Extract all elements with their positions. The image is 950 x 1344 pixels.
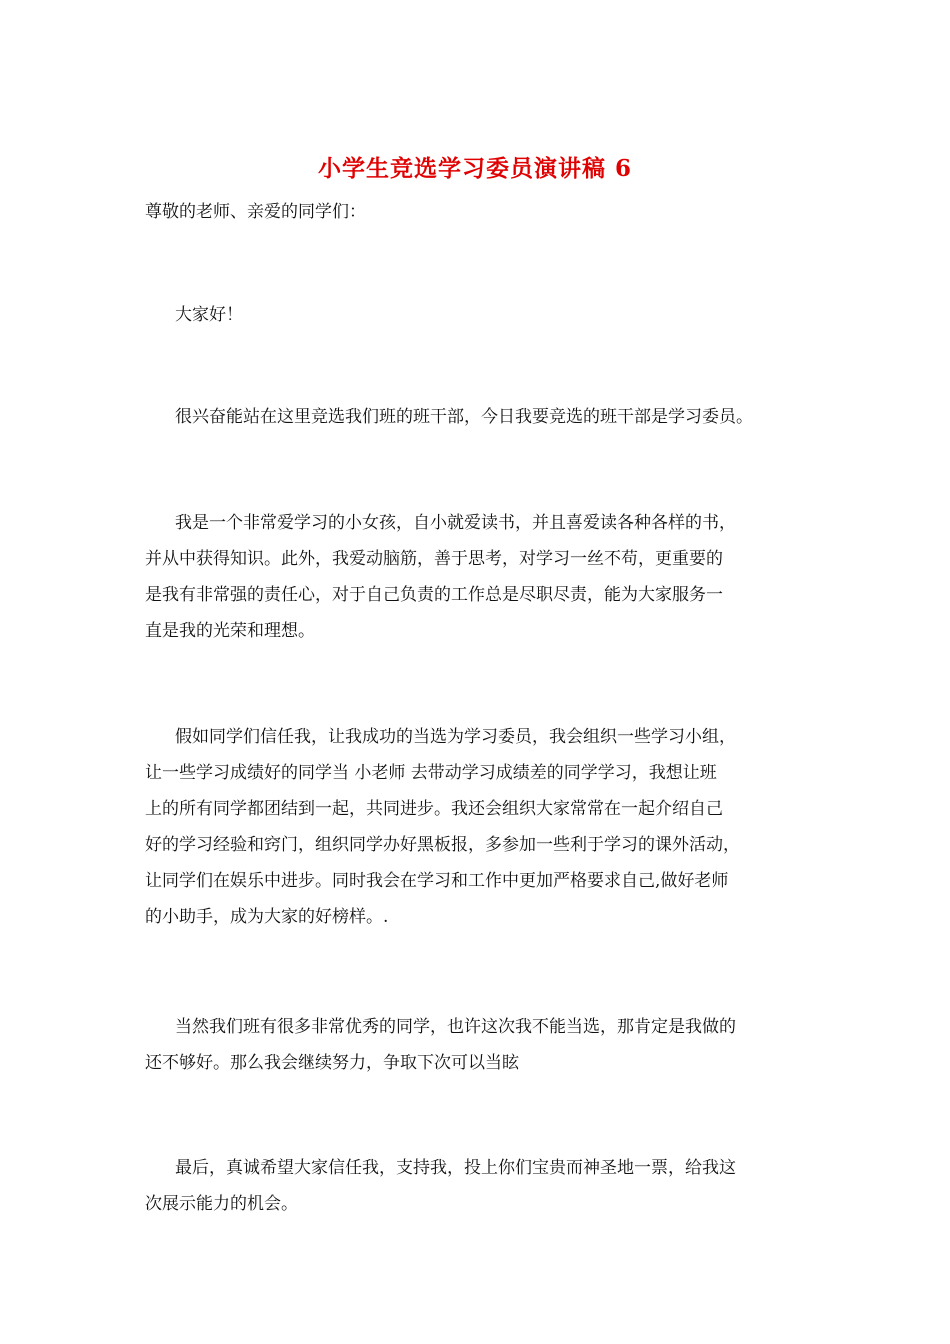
paragraph-intro: 很兴奋能站在这里竞选我们班的班干部，今日我要竞选的班干部是学习委员。 [175,407,753,427]
paragraph-greeting: 大家好！ [175,305,243,325]
paragraph-closing: 最后，真诚希望大家信任我，支持我，投上你们宝贵而神圣地一票，给我这 次展示能力的机会。 [145,1158,736,1214]
salutation: 尊敬的老师、亲爱的同学们： [145,202,366,222]
paragraph-plans: 假如同学们信任我，让我成功的当选为学习委员，我会组织一些学习小组， 让一些学习成绩好的同学当 小老师 去带动学习成绩差的同学学习，我想让班 上的所有同学都团结到一起，共同进步。我还会组织大家常常在一起介绍自己 好的学习经验和窍门，组织同学办好黑板报，多参加一些利于学习的课外活动， 让同学们在娱乐中进步。同时我会在学习和工作中更加严格要求自己,做好老师 的小助手，成为大家的好榜样。. [145,727,740,927]
paragraph-self-description: 我是一个非常爱学习的小女孩，自小就爱读书，并且喜爱读各种各样的书， 并从中获得知识。此外，我爱动脑筋，善于思考，对学习一丝不苟，更重要的 是我有非常强的责任心，对于自己负责的工作总是尽职尽责，能为大家服务一 直是我的光荣和理想。 [145,513,736,641]
document-title: 小学生竞选学习委员演讲稿 6 [317,155,632,182]
paragraph-humility: 当然我们班有很多非常优秀的同学，也许这次我不能当选，那肯定是我做的 还不够好。那么我会继续努力，争取下次可以当眩 [145,1017,736,1073]
